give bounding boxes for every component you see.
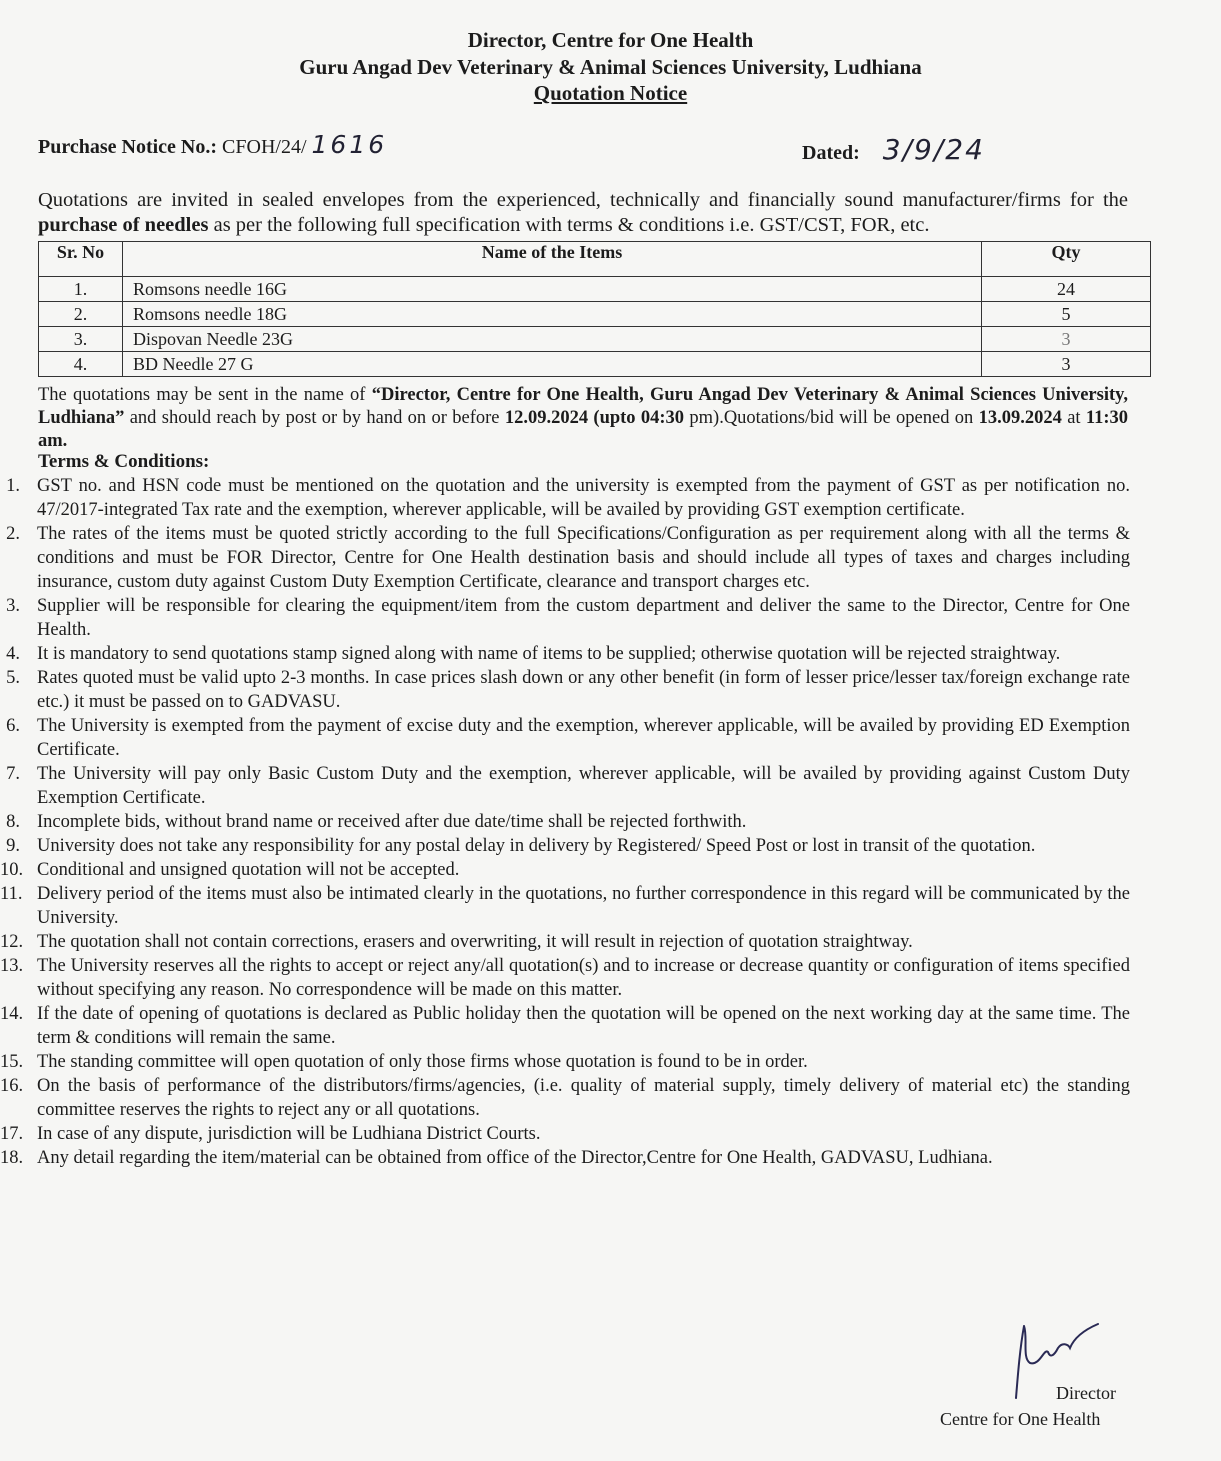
items-table-header bbox=[39, 242, 1151, 277]
list-item bbox=[0, 1074, 1130, 1122]
intro-text-bold: purchase of needles bbox=[38, 214, 209, 236]
term-number: 12. bbox=[0, 932, 24, 952]
list-item bbox=[0, 930, 1130, 954]
term-text: GST no. and HSN code must be mentioned on the quotation and the university is exempted from the payment of GST as per notification no. 47/2017-integrated Tax rate and the exemption, wherever applicable, will be availed by providing GST exemption certificate. bbox=[37, 476, 1130, 520]
term-text: It is mandatory to send quotations stamp signed along with name of items to be supplied; otherwise quotation will be rejected straightway. bbox=[37, 644, 1061, 664]
list-item bbox=[0, 522, 1130, 594]
row-item-name: Romsons needle 18G bbox=[123, 302, 982, 327]
dated-label: Dated: bbox=[802, 142, 860, 164]
row-qty: 3 bbox=[982, 327, 1151, 352]
list-item bbox=[0, 1002, 1130, 1050]
term-text: The rates of the items must be quoted strictly according to the full Specifications/Configuration as per requirement along with all the terms & conditions and must be FOR Director, Centre for One Health destination basis and should include all types of taxes and charges including insurance, custom duty against Custom Duty Exemption Certificate, clearance and transport charges etc. bbox=[37, 524, 1130, 592]
term-text: Delivery period of the items must also be intimated clearly in the quotations, no further correspondence in this regard will be communicated by the University. bbox=[37, 884, 1130, 928]
submission-text-1: The quotations may be sent in the name of bbox=[38, 385, 372, 405]
intro-paragraph bbox=[38, 188, 1128, 238]
table-row bbox=[39, 277, 1151, 302]
list-item bbox=[0, 882, 1130, 930]
row-sr: 3. bbox=[39, 327, 123, 352]
term-text: Any detail regarding the item/material can be obtained from office of the Director,Centre for One Health, GADVASU, Ludhiana. bbox=[37, 1148, 993, 1168]
row-qty: 5 bbox=[982, 302, 1151, 327]
signatory-organization: Centre for One Health bbox=[940, 1409, 1101, 1429]
header-sr-no: Sr. No bbox=[39, 242, 123, 277]
row-sr: 1. bbox=[39, 277, 123, 302]
submission-bold-3: 13.09.2024 bbox=[978, 408, 1062, 428]
intro-text-a: Quotations are invited in sealed envelopes from the experienced, technically and financially sound manufacturer/firms for the bbox=[38, 189, 1128, 211]
dated-handwritten-value: 3/9/24 bbox=[882, 133, 985, 166]
term-text: The standing committee will open quotation of only those firms whose quotation is found to be in order. bbox=[37, 1052, 808, 1072]
notice-date bbox=[802, 133, 985, 166]
list-item bbox=[0, 642, 1130, 666]
list-item bbox=[0, 834, 1130, 858]
term-number: 14. bbox=[0, 1004, 24, 1024]
submission-text-2: and should reach by post or by hand on or before bbox=[124, 408, 505, 428]
terms-list bbox=[0, 474, 1130, 1170]
list-item bbox=[0, 858, 1130, 882]
terms-heading: Terms & Conditions: bbox=[38, 451, 210, 472]
row-sr: 2. bbox=[39, 302, 123, 327]
purchase-notice-prefix: CFOH/24/ bbox=[222, 136, 307, 158]
list-item bbox=[0, 1050, 1130, 1074]
purchase-notice-label: Purchase Notice No.: bbox=[38, 136, 218, 158]
term-number: 4. bbox=[6, 644, 20, 664]
term-number: 16. bbox=[0, 1076, 24, 1096]
term-text: If the date of opening of quotations is declared as Public holiday then the quotation will be opened on the next working day at the same time. The term & conditions will remain the same. bbox=[37, 1004, 1130, 1048]
items-table bbox=[38, 241, 1151, 377]
list-item bbox=[0, 1122, 1130, 1146]
list-item bbox=[0, 714, 1130, 762]
term-number: 15. bbox=[0, 1052, 24, 1072]
term-text: Rates quoted must be valid upto 2-3 months. In case prices slash down or any other benefit (in form of lesser price/lesser tax/foreign exchange rate etc.) it must be passed on to GADVASU. bbox=[37, 668, 1130, 712]
row-qty: 3 bbox=[982, 352, 1151, 377]
term-number: 10. bbox=[0, 860, 24, 880]
table-row bbox=[39, 327, 1151, 352]
list-item bbox=[0, 1146, 1130, 1170]
list-item bbox=[0, 810, 1130, 834]
term-number: 2. bbox=[6, 524, 20, 544]
term-text: On the basis of performance of the distributors/firms/agencies, (i.e. quality of material supply, timely delivery of material etc) the standing committee reserves the rights to reject any or all quotations. bbox=[37, 1076, 1130, 1120]
term-text: Incomplete bids, without brand name or received after due date/time shall be rejected forthwith. bbox=[37, 812, 747, 832]
submission-text-4: at bbox=[1061, 408, 1086, 428]
table-row bbox=[39, 352, 1151, 377]
header-director-line: Director, Centre for One Health bbox=[467, 28, 754, 52]
term-text: Supplier will be responsible for clearing the equipment/item from the custom department and deliver the same to the Director, Centre for One Health. bbox=[37, 596, 1130, 640]
purchase-notice-handwritten-number: 1616 bbox=[311, 130, 388, 159]
row-item-name: Romsons needle 16G bbox=[123, 277, 982, 302]
page-title: Quotation Notice bbox=[533, 81, 688, 105]
term-text: University does not take any responsibility for any postal delay in delivery by Registered/ Speed Post or lost in transit of the quotation. bbox=[37, 836, 1036, 856]
term-text: The University will pay only Basic Custom Duty and the exemption, wherever applicable, will be availed by providing against Custom Duty Exemption Certificate. bbox=[37, 764, 1130, 808]
term-text: The University reserves all the rights to accept or reject any/all quotation(s) and to increase or decrease quantity or configuration of items specified without specifying any reason. No correspondence will be made on this matter. bbox=[37, 956, 1130, 1000]
list-item bbox=[0, 954, 1130, 1002]
submission-bold-1: “Director, Centre for One Health, Guru Angad Dev Veterinary & Animal Sciences University, Ludhiana” bbox=[38, 385, 1128, 428]
row-item-name: BD Needle 27 G bbox=[123, 352, 982, 377]
term-text: In case of any dispute, jurisdiction will be Ludhiana District Courts. bbox=[37, 1124, 541, 1144]
table-row bbox=[39, 302, 1151, 327]
row-sr: 4. bbox=[39, 352, 123, 377]
term-text: Conditional and unsigned quotation will not be accepted. bbox=[37, 860, 460, 880]
list-item bbox=[0, 762, 1130, 810]
list-item bbox=[0, 594, 1130, 642]
submission-bold-2: 12.09.2024 (upto 04:30 bbox=[504, 408, 685, 428]
purchase-notice-number bbox=[38, 130, 387, 159]
term-number: 13. bbox=[0, 956, 24, 976]
term-number: 5. bbox=[6, 668, 20, 688]
submission-text-3: pm).Quotations/bid will be opened on bbox=[684, 408, 979, 428]
term-number: 1. bbox=[6, 476, 20, 496]
term-number: 9. bbox=[6, 836, 20, 856]
list-item bbox=[0, 474, 1130, 522]
term-number: 7. bbox=[6, 764, 20, 784]
submission-bold-4: 11:30 am. bbox=[38, 408, 1129, 451]
term-number: 17. bbox=[0, 1124, 24, 1144]
term-text: The quotation shall not contain corrections, erasers and overwriting, it will result in rejection of quotation straightway. bbox=[37, 932, 913, 952]
term-number: 3. bbox=[6, 596, 20, 616]
intro-text-b: as per the following full specification with terms & conditions i.e. GST/CST, FOR, etc. bbox=[208, 214, 930, 236]
header-university-line: Guru Angad Dev Veterinary & Animal Sciences University, Ludhiana bbox=[299, 55, 922, 79]
term-number: 6. bbox=[6, 716, 20, 736]
header-item-name: Name of the Items bbox=[123, 242, 982, 277]
term-number: 11. bbox=[0, 884, 23, 904]
list-item bbox=[0, 666, 1130, 714]
row-qty: 24 bbox=[982, 277, 1151, 302]
header-qty: Qty bbox=[982, 242, 1151, 277]
row-item-name: Dispovan Needle 23G bbox=[123, 327, 982, 352]
term-number: 18. bbox=[0, 1148, 24, 1168]
term-number: 8. bbox=[6, 812, 20, 832]
submission-paragraph bbox=[38, 384, 1128, 453]
term-text: The University is exempted from the payment of excise duty and the exemption, wherever applicable, will be availed by providing ED Exemption Certificate. bbox=[37, 716, 1130, 760]
signatory-title: Director bbox=[1056, 1383, 1116, 1403]
